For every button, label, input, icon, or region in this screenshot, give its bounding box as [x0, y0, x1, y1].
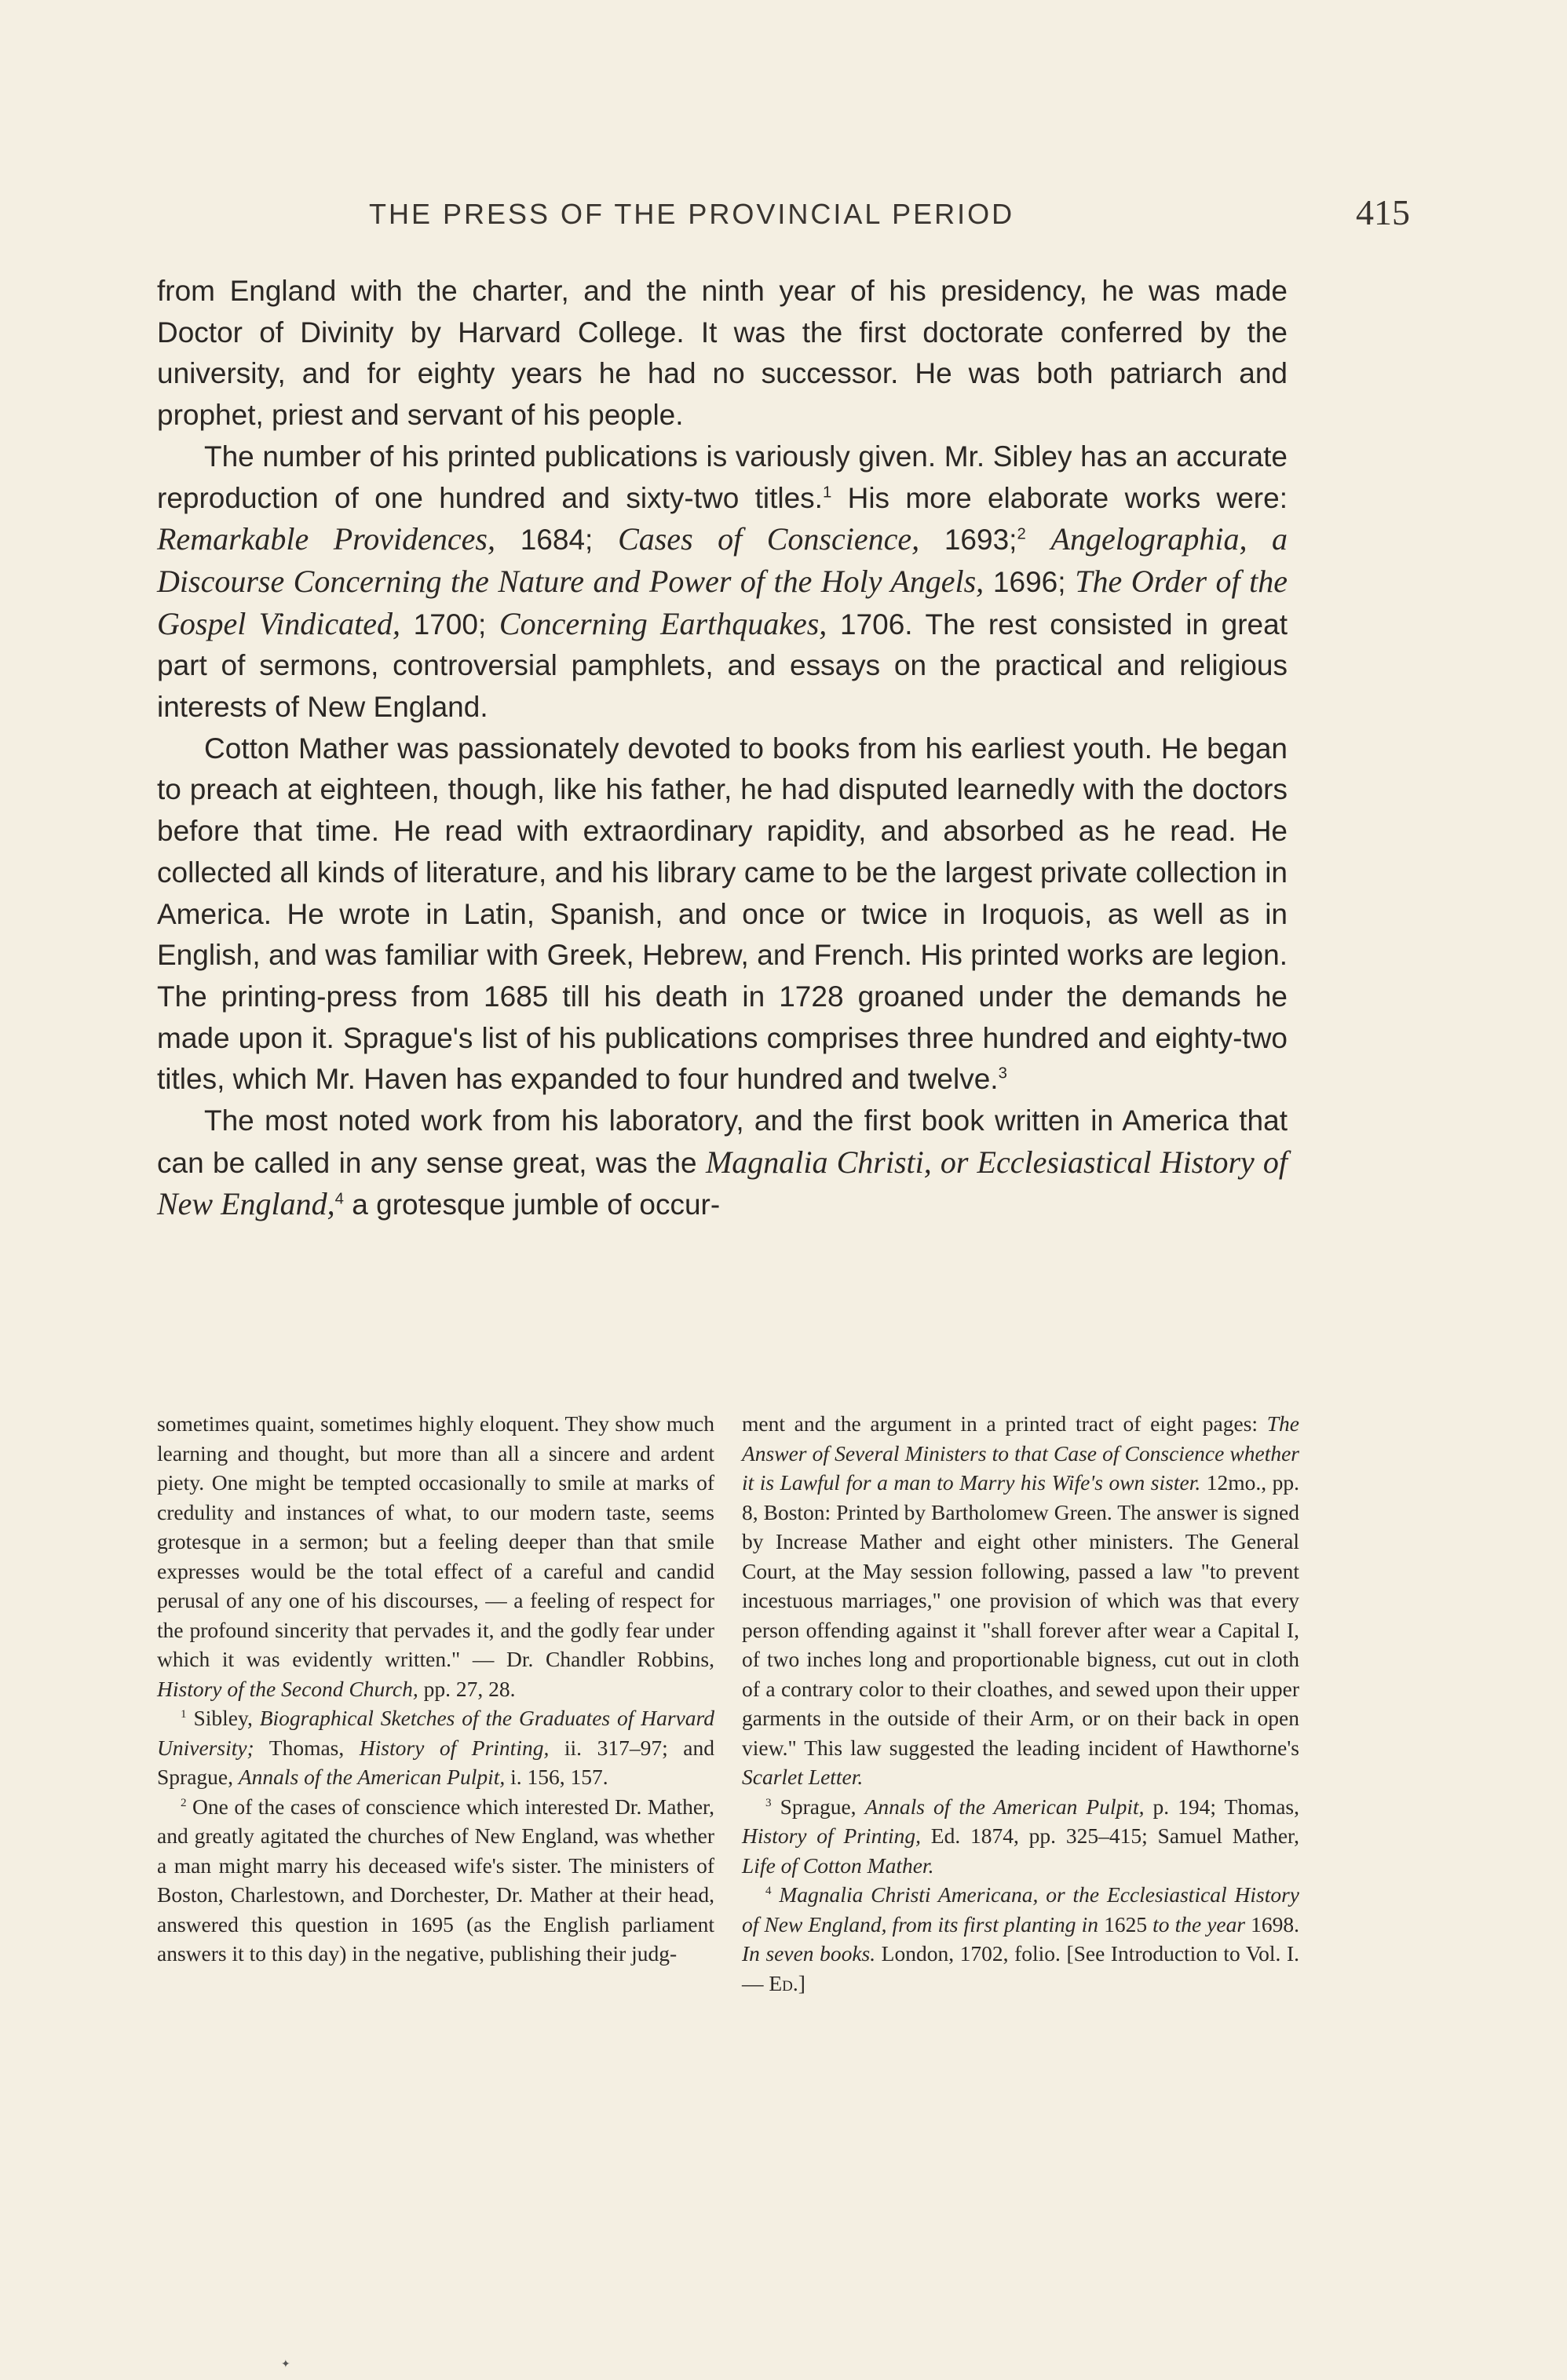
title-magnalia: Magnalia Christi, or Ecclesiastical History of New England, — [157, 1144, 1288, 1222]
print-speck: ✦ — [281, 2358, 290, 2371]
paragraph-1: from England with the charter, and the ninth year of his presidency, he was made Doctor of Divinity by Harvard College. It was the first doctorate conferred by the university, and for eighty years he had no successor. He was both patriarch and prophet, priest and servant of his people. — [157, 275, 1288, 432]
title-angelographia: Angelographia, a Discourse Concerning the Nature and Power of the Holy Angels, — [157, 521, 1288, 599]
footnote-number-4: 4 — [765, 1884, 772, 1897]
page-header — [157, 192, 1410, 245]
page-number: 415 — [1356, 192, 1410, 232]
footnote-ref-2: 2 — [1017, 525, 1026, 543]
footnotes-left-column — [157, 1409, 714, 1969]
footnote-continuation: sometimes quaint, sometimes highly eloquent. They show much learning and thought, but more than all a sincere and ardent piety. One might be tempted occasionally to smile at marks of credulity and instances of what, to our modern taste, seems grotesque in a sermon; but a feeling deeper than that smile expresses would be the total effect of a careful and candid perusal of any one of his discourses, — a feeling of respect for the profound sincerity that pervades it, and the godly fear under which it was evidently written." — Dr. Chandler Robbins, History of the Second Church, pp. 27, 28. — [157, 1411, 714, 1701]
footnote-2: $^2$ One of the cases of conscience which interested Dr. Mather, and greatly agitated the churches of New England, was whether a man might marry his deceased wife's sister. The ministers of Boston, Charlestown, and Dorchester, Dr. Mather at their head, answered this question in 1695 (as the English parliament answers it to this day) in the negative, publishing their judg- — [157, 1794, 714, 1966]
footnote-2-continuation: ment and the argument in a printed tract of eight pages: The Answer of Several Ministers to that Case of Conscience whether it is Lawful for a man to Marry his Wife's own sister. 12mo., pp. 8, Boston: Printed by Bartholomew Green. The answer is signed by Increase Mather and eight other ministers. The General Court, at the May session following, passed a law "to prevent incestuous marriages," one provision of which was that every person offending against it "shall forever after wear a Capital I, of two inches long and proportionable bigness, cut out in cloth of a contrary color to their cloathes, and sewed upon their upper garments in the outside of their Arm, or on their back in open view." This law suggested the leading incident of Hawthorne's Scarlet Letter. — [742, 1411, 1300, 1789]
paragraph-2: The number of his printed publications is variously given. Mr. Sibley has an accurate reproduction of one hundred and sixty-two titles.$^1$ His more elaborate works were: Remarkable Providences, 1684; Cases of Conscience, 1693;$^2$ Angelographia, a Discourse Concerning the Nature and Power of the Holy Angels, 1696; The Order of the Gospel Vindicated, 1700; Concerning Earthquakes, 1706. The rest consisted in great part of sermons, controversial pamphlets, and essays on the practical and religious interests of New England. — [157, 440, 1288, 724]
running-head: THE PRESS OF THE PROVINCIAL PERIOD — [369, 198, 1015, 230]
paragraph-3: Cotton Mather was passionately devoted to books from his earliest youth. He began to preach at eighteen, though, like his father, he had disputed learnedly with the doctors before that time. He read with extraordinary rapidity, and absorbed as he read. He collected all kinds of literature, and his library came to be the largest private collection in America. He wrote in Latin, Spanish, and once or twice in Iroquois, as well as in English, and was familiar with Greek, Hebrew, and French. His printed works are legion. The printing-press from 1685 till his death in 1728 groaned under the demands he made upon it. Sprague's list of his publications comprises three hundred and eighty-two titles, which Mr. Haven has expanded to four hundred and twelve.$^3$ — [157, 732, 1288, 1096]
footnote-number-2: 2 — [181, 1796, 187, 1809]
footnote-number-3: 3 — [765, 1796, 772, 1809]
paragraph-4: The most noted work from his laboratory, and the first book written in America that can be called in any sense great, was the Magnalia Christi, or Ecclesiastical History of New England,$^4$ a grotesque jumble of occur- — [157, 1104, 1288, 1222]
footnote-number-1: 1 — [181, 1707, 187, 1721]
footnote-ref-1: 1 — [822, 484, 832, 502]
main-text — [157, 271, 1288, 1226]
footnote-ref-4: 4 — [334, 1191, 344, 1209]
footnote-1: $^1$ Sibley, Biographical Sketches of the Graduates of Harvard University; Thomas, History of Printing, ii. 317–97; and Sprague, Annals of the American Pulpit, i. 156, 157. — [157, 1706, 714, 1789]
footnote-ref-3: 3 — [998, 1065, 1007, 1083]
footnotes — [157, 1409, 1300, 2288]
footnote-4: $^4$ Magnalia Christi Americana, or the Ecclesiastical History of New England, from its first planting in 1625 to the year 1698. In seven books. London, 1702, folio. [See Introduction to Vol. I. — Ed.] — [742, 1882, 1300, 1995]
title-order-of-the-gospel: The Order of the Gospel Vindicated, — [157, 563, 1288, 641]
footnote-3: $^3$ Sprague, Annals of the American Pulpit, p. 194; Thomas, History of Printing, Ed. 1874, pp. 325–415; Samuel Mather, Life of Cotton Mather. — [742, 1794, 1299, 1878]
title-concerning-earthquakes: Concerning Earthquakes, — [499, 605, 827, 641]
footnotes-right-column — [742, 1409, 1299, 1998]
title-cases-of-conscience: Cases of Conscience, — [618, 521, 920, 557]
title-remarkable-providences: Remarkable Providences, — [157, 521, 495, 557]
